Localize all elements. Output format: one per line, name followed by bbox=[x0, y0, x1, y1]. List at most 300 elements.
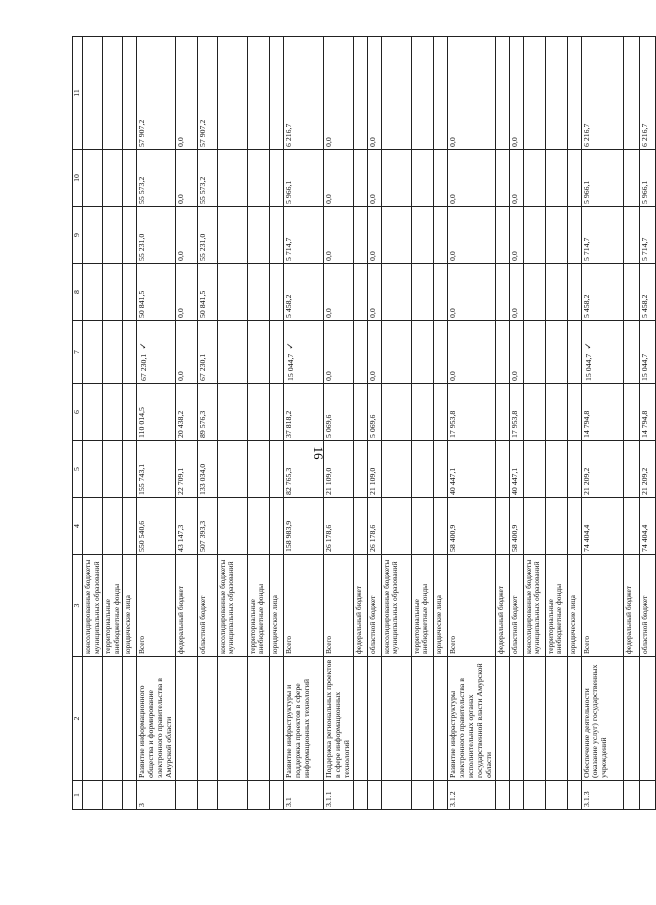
value-cell: 158 983,9 bbox=[283, 498, 323, 555]
table-row bbox=[175, 37, 197, 810]
value-cell bbox=[353, 441, 367, 498]
program-name-cell bbox=[381, 657, 411, 781]
rotated-table-container bbox=[72, 37, 649, 810]
value-cell bbox=[545, 321, 567, 384]
value-cell: 74 404,4 bbox=[581, 498, 623, 555]
value-cell bbox=[247, 150, 269, 207]
value-cell bbox=[217, 321, 247, 384]
program-name-cell bbox=[367, 657, 381, 781]
row-number-cell bbox=[545, 781, 567, 810]
value-cell: 0,0 bbox=[509, 207, 523, 264]
funding-source-cell: юридические лица bbox=[433, 555, 447, 657]
program-name-cell bbox=[197, 657, 217, 781]
value-cell bbox=[545, 207, 567, 264]
value-cell bbox=[567, 207, 581, 264]
row-number-cell bbox=[639, 781, 655, 810]
value-cell bbox=[269, 498, 283, 555]
value-cell: 58 400,9 bbox=[509, 498, 523, 555]
value-cell: 26 178,6 bbox=[367, 498, 381, 555]
value-cell bbox=[545, 384, 567, 441]
value-cell bbox=[381, 441, 411, 498]
value-cell bbox=[103, 207, 123, 264]
value-cell bbox=[83, 264, 103, 321]
table-row bbox=[447, 37, 495, 810]
column-header: 3 bbox=[73, 555, 83, 657]
program-name-cell bbox=[217, 657, 247, 781]
value-cell bbox=[247, 498, 269, 555]
value-cell: 5 458,2 bbox=[283, 264, 323, 321]
value-cell bbox=[247, 321, 269, 384]
value-cell: 5 714,7 bbox=[581, 207, 623, 264]
table-row bbox=[353, 37, 367, 810]
program-name-cell bbox=[269, 657, 283, 781]
value-cell bbox=[353, 384, 367, 441]
value-cell: 0,0 bbox=[175, 207, 197, 264]
value-cell: 5 714,7 bbox=[283, 207, 323, 264]
value-cell: 5 458,2 bbox=[581, 264, 623, 321]
value-cell bbox=[103, 321, 123, 384]
table-row bbox=[283, 37, 323, 810]
value-cell bbox=[247, 384, 269, 441]
value-cell bbox=[495, 264, 509, 321]
program-name-cell bbox=[545, 657, 567, 781]
handwritten-check-mark-icon: ✓ bbox=[284, 342, 295, 350]
program-name-cell: Развитие инфраструктуры электронного правительства в исполнительных органах государственной власти Амурской области bbox=[447, 657, 495, 781]
row-number-cell bbox=[495, 781, 509, 810]
column-header: 6 bbox=[73, 384, 83, 441]
value-cell bbox=[433, 37, 447, 150]
value-cell bbox=[433, 384, 447, 441]
value-cell bbox=[623, 441, 639, 498]
value-cell bbox=[269, 150, 283, 207]
value-cell bbox=[103, 384, 123, 441]
value-cell: 155 743,1 bbox=[137, 441, 176, 498]
value-cell bbox=[123, 441, 137, 498]
funding-source-cell: консолидированные бюджеты муниципальных образований bbox=[217, 555, 247, 657]
row-number-cell: 3.1 bbox=[283, 781, 323, 810]
program-name-cell bbox=[175, 657, 197, 781]
funding-source-cell: территориальные внебюджетные фонды bbox=[247, 555, 269, 657]
value-cell: 0,0 bbox=[367, 207, 381, 264]
value-cell bbox=[217, 498, 247, 555]
funding-source-cell: федеральный бюджет bbox=[623, 555, 639, 657]
program-name-cell: Развитие инфраструктуры и поддержка проектов в сфере информационных технологий bbox=[283, 657, 323, 781]
value-cell: 21 209,2 bbox=[581, 441, 623, 498]
funding-source-cell: Всего bbox=[283, 555, 323, 657]
value-cell bbox=[269, 321, 283, 384]
value-cell bbox=[411, 207, 433, 264]
value-cell: 21 109,0 bbox=[323, 441, 353, 498]
value-cell bbox=[83, 498, 103, 555]
program-name-cell bbox=[567, 657, 581, 781]
value-cell bbox=[411, 321, 433, 384]
value-cell: 26 178,6 bbox=[323, 498, 353, 555]
value-cell bbox=[381, 37, 411, 150]
value-cell bbox=[217, 264, 247, 321]
value-cell: 50 841,5 bbox=[197, 264, 217, 321]
program-name-cell bbox=[353, 657, 367, 781]
value-cell bbox=[103, 37, 123, 150]
column-header: 10 bbox=[73, 150, 83, 207]
value-cell bbox=[495, 441, 509, 498]
value-cell bbox=[217, 441, 247, 498]
value-cell bbox=[83, 150, 103, 207]
value-cell: 0,0 bbox=[175, 37, 197, 150]
row-number-cell: 3.1.3 bbox=[581, 781, 623, 810]
value-cell: 0,0 bbox=[323, 264, 353, 321]
column-header: 4 bbox=[73, 498, 83, 555]
row-number-cell bbox=[411, 781, 433, 810]
funding-source-cell: областной бюджет bbox=[197, 555, 217, 657]
value-cell bbox=[269, 384, 283, 441]
column-header: 8 bbox=[73, 264, 83, 321]
value-cell: 17 953,8 bbox=[509, 384, 523, 441]
program-name-cell bbox=[103, 657, 123, 781]
value-cell bbox=[523, 37, 545, 150]
value-cell bbox=[523, 264, 545, 321]
value-cell bbox=[623, 321, 639, 384]
value-cell bbox=[103, 441, 123, 498]
value-cell: 89 576,3 bbox=[197, 384, 217, 441]
value-cell bbox=[353, 150, 367, 207]
value-cell: 5 714,7 bbox=[639, 207, 655, 264]
program-name-cell bbox=[495, 657, 509, 781]
value-cell bbox=[103, 264, 123, 321]
value-cell: 20 438,2 bbox=[175, 384, 197, 441]
row-number-cell bbox=[197, 781, 217, 810]
funding-source-cell: Всего bbox=[581, 555, 623, 657]
value-cell: 133 034,0 bbox=[197, 441, 217, 498]
value-cell bbox=[353, 207, 367, 264]
value-cell: 0,0 bbox=[447, 321, 495, 384]
value-cell: 58 400,9 bbox=[447, 498, 495, 555]
value-cell bbox=[623, 37, 639, 150]
value-cell bbox=[567, 264, 581, 321]
value-cell bbox=[123, 207, 137, 264]
value-cell: 15 044,7✓ bbox=[283, 321, 323, 384]
value-cell: 507 393,3 bbox=[197, 498, 217, 555]
row-number-cell bbox=[567, 781, 581, 810]
value-cell bbox=[269, 207, 283, 264]
row-number-cell bbox=[367, 781, 381, 810]
funding-source-cell: областной бюджет bbox=[509, 555, 523, 657]
value-cell bbox=[523, 207, 545, 264]
value-cell: 15 044,7 bbox=[639, 321, 655, 384]
row-number-cell bbox=[123, 781, 137, 810]
funding-source-cell: юридические лица bbox=[567, 555, 581, 657]
value-cell bbox=[83, 441, 103, 498]
value-cell: 55 231,0 bbox=[137, 207, 176, 264]
row-number-cell bbox=[175, 781, 197, 810]
program-name-cell bbox=[433, 657, 447, 781]
value-cell bbox=[217, 384, 247, 441]
table-row bbox=[197, 37, 217, 810]
value-cell bbox=[433, 498, 447, 555]
row-number-cell bbox=[247, 781, 269, 810]
value-cell: 50 841,5 bbox=[137, 264, 176, 321]
value-cell: 550 540,6 bbox=[137, 498, 176, 555]
table-row bbox=[269, 37, 283, 810]
value-cell bbox=[217, 150, 247, 207]
value-cell bbox=[433, 264, 447, 321]
table-row bbox=[567, 37, 581, 810]
value-cell: 17 953,8 bbox=[447, 384, 495, 441]
value-cell bbox=[411, 37, 433, 150]
table-row bbox=[367, 37, 381, 810]
value-cell bbox=[523, 384, 545, 441]
row-number-cell bbox=[353, 781, 367, 810]
row-number-cell bbox=[433, 781, 447, 810]
column-header: 1 bbox=[73, 781, 83, 810]
value-cell bbox=[545, 498, 567, 555]
value-cell: 0,0 bbox=[447, 207, 495, 264]
funding-source-cell: территориальные внебюджетные фонды bbox=[103, 555, 123, 657]
value-cell: 55 231,0 bbox=[197, 207, 217, 264]
value-cell: 0,0 bbox=[323, 150, 353, 207]
table-row bbox=[411, 37, 433, 810]
value-cell bbox=[495, 321, 509, 384]
value-cell bbox=[623, 150, 639, 207]
value-cell: 21 209,2 bbox=[639, 441, 655, 498]
value-cell: 37 818,2 bbox=[283, 384, 323, 441]
value-cell: 22 709,1 bbox=[175, 441, 197, 498]
funding-source-cell: федеральный бюджет bbox=[175, 555, 197, 657]
value-cell bbox=[381, 321, 411, 384]
program-name-cell bbox=[509, 657, 523, 781]
value-cell bbox=[123, 37, 137, 150]
value-cell bbox=[495, 150, 509, 207]
program-name-cell: Обеспечение деятельности (оказание услуг) государственных учреждений bbox=[581, 657, 623, 781]
value-cell bbox=[411, 441, 433, 498]
funding-source-cell: областной бюджет bbox=[639, 555, 655, 657]
value-cell bbox=[433, 207, 447, 264]
value-cell bbox=[623, 207, 639, 264]
value-cell bbox=[411, 150, 433, 207]
value-cell bbox=[545, 150, 567, 207]
funding-source-cell: областной бюджет bbox=[367, 555, 381, 657]
table-row bbox=[495, 37, 509, 810]
value-cell bbox=[353, 321, 367, 384]
value-cell bbox=[411, 498, 433, 555]
value-cell bbox=[381, 264, 411, 321]
value-cell bbox=[567, 441, 581, 498]
value-cell bbox=[123, 264, 137, 321]
value-cell bbox=[247, 37, 269, 150]
value-cell: 0,0 bbox=[175, 150, 197, 207]
table-row bbox=[623, 37, 639, 810]
value-cell bbox=[433, 321, 447, 384]
value-cell bbox=[83, 37, 103, 150]
value-cell bbox=[523, 441, 545, 498]
row-number-cell bbox=[509, 781, 523, 810]
value-cell bbox=[495, 37, 509, 150]
value-cell bbox=[83, 384, 103, 441]
table-row bbox=[103, 37, 123, 810]
table-row bbox=[545, 37, 567, 810]
value-cell: 0,0 bbox=[509, 150, 523, 207]
value-cell bbox=[411, 264, 433, 321]
value-cell bbox=[567, 150, 581, 207]
value-cell: 0,0 bbox=[323, 207, 353, 264]
table-row bbox=[247, 37, 269, 810]
value-cell: 0,0 bbox=[447, 37, 495, 150]
row-number-cell: 3 bbox=[137, 781, 176, 810]
value-cell bbox=[411, 384, 433, 441]
value-cell bbox=[353, 37, 367, 150]
value-cell: 0,0 bbox=[367, 321, 381, 384]
value-cell: 67 230,1 bbox=[197, 321, 217, 384]
value-cell bbox=[269, 441, 283, 498]
funding-source-cell: территориальные внебюджетные фонды bbox=[545, 555, 567, 657]
value-cell bbox=[247, 264, 269, 321]
value-cell bbox=[123, 384, 137, 441]
value-cell bbox=[83, 207, 103, 264]
value-cell: 5 069,6 bbox=[323, 384, 353, 441]
value-cell bbox=[523, 150, 545, 207]
program-name-cell bbox=[639, 657, 655, 781]
value-cell: 6 216,7 bbox=[639, 37, 655, 150]
value-cell: 14 794,8 bbox=[639, 384, 655, 441]
program-name-cell: Развитие информационного общества и формирование электронного правительства в Амурской области bbox=[137, 657, 176, 781]
program-name-cell: Поддержка региональных проектов в сфере информационных технологий bbox=[323, 657, 353, 781]
value-cell bbox=[433, 150, 447, 207]
value-cell: 82 765,3 bbox=[283, 441, 323, 498]
funding-source-cell: юридические лица bbox=[269, 555, 283, 657]
value-cell bbox=[623, 264, 639, 321]
value-cell: 0,0 bbox=[509, 264, 523, 321]
value-cell bbox=[381, 207, 411, 264]
column-header: 2 bbox=[73, 657, 83, 781]
value-cell bbox=[269, 37, 283, 150]
row-number-cell bbox=[523, 781, 545, 810]
value-cell: 14 794,8 bbox=[581, 384, 623, 441]
value-cell: 40 447,1 bbox=[447, 441, 495, 498]
row-number-cell bbox=[381, 781, 411, 810]
handwritten-check-mark-icon: ✓ bbox=[138, 342, 149, 350]
funding-source-cell: Всего bbox=[137, 555, 176, 657]
value-cell: 57 907,2 bbox=[137, 37, 176, 150]
value-cell bbox=[495, 384, 509, 441]
value-cell: 40 447,1 bbox=[509, 441, 523, 498]
row-number-cell bbox=[623, 781, 639, 810]
column-header: 9 bbox=[73, 207, 83, 264]
value-cell bbox=[567, 37, 581, 150]
table-row bbox=[509, 37, 523, 810]
program-name-cell bbox=[83, 657, 103, 781]
value-cell bbox=[103, 498, 123, 555]
value-cell bbox=[523, 498, 545, 555]
column-header: 5 bbox=[73, 441, 83, 498]
funding-source-cell: Всего bbox=[447, 555, 495, 657]
value-cell: 0,0 bbox=[367, 150, 381, 207]
value-cell: 74 404,4 bbox=[639, 498, 655, 555]
value-cell: 55 573,2 bbox=[137, 150, 176, 207]
value-cell: 5 069,6 bbox=[367, 384, 381, 441]
program-name-cell bbox=[523, 657, 545, 781]
value-cell: 0,0 bbox=[323, 321, 353, 384]
value-cell bbox=[353, 264, 367, 321]
value-cell: 67 230,1✓ bbox=[137, 321, 176, 384]
value-cell: 6 216,7 bbox=[283, 37, 323, 150]
value-cell bbox=[545, 264, 567, 321]
value-cell bbox=[433, 441, 447, 498]
value-cell bbox=[545, 37, 567, 150]
value-cell bbox=[123, 321, 137, 384]
value-cell bbox=[123, 150, 137, 207]
value-cell bbox=[269, 264, 283, 321]
value-cell: 0,0 bbox=[509, 321, 523, 384]
value-cell bbox=[247, 207, 269, 264]
program-name-cell bbox=[247, 657, 269, 781]
row-number-cell bbox=[269, 781, 283, 810]
table-row bbox=[137, 37, 176, 810]
value-cell bbox=[495, 207, 509, 264]
value-cell: 0,0 bbox=[175, 264, 197, 321]
value-cell bbox=[217, 207, 247, 264]
table-row bbox=[323, 37, 353, 810]
table-row bbox=[83, 37, 103, 810]
funding-source-cell: федеральный бюджет bbox=[495, 555, 509, 657]
funding-source-cell: консолидированные бюджеты муниципальных образований bbox=[83, 555, 103, 657]
value-cell: 0,0 bbox=[175, 321, 197, 384]
value-cell bbox=[103, 150, 123, 207]
row-number-cell: 3.1.2 bbox=[447, 781, 495, 810]
row-number-cell: 3.1.1 bbox=[323, 781, 353, 810]
value-cell: 57 907,2 bbox=[197, 37, 217, 150]
value-cell: 5 966,1 bbox=[639, 150, 655, 207]
funding-source-cell: юридические лица bbox=[123, 555, 137, 657]
value-cell bbox=[381, 150, 411, 207]
column-header: 11 bbox=[73, 37, 83, 150]
value-cell: 15 044,7✓ bbox=[581, 321, 623, 384]
value-cell bbox=[247, 441, 269, 498]
value-cell: 0,0 bbox=[323, 37, 353, 150]
value-cell bbox=[623, 498, 639, 555]
budget-table bbox=[72, 36, 656, 810]
value-cell: 5 966,1 bbox=[581, 150, 623, 207]
funding-source-cell: территориальные внебюджетные фонды bbox=[411, 555, 433, 657]
header-row bbox=[73, 37, 83, 810]
funding-source-cell: Всего bbox=[323, 555, 353, 657]
value-cell bbox=[567, 384, 581, 441]
funding-source-cell: консолидированные бюджеты муниципальных образований bbox=[523, 555, 545, 657]
value-cell bbox=[523, 321, 545, 384]
row-number-cell bbox=[217, 781, 247, 810]
value-cell: 43 147,3 bbox=[175, 498, 197, 555]
value-cell bbox=[217, 37, 247, 150]
value-cell bbox=[623, 384, 639, 441]
value-cell: 6 216,7 bbox=[581, 37, 623, 150]
value-cell bbox=[381, 498, 411, 555]
value-cell bbox=[545, 441, 567, 498]
value-cell: 0,0 bbox=[367, 264, 381, 321]
column-header: 7 bbox=[73, 321, 83, 384]
table-row bbox=[433, 37, 447, 810]
value-cell bbox=[353, 498, 367, 555]
table-row bbox=[381, 37, 411, 810]
value-cell: 0,0 bbox=[367, 37, 381, 150]
table-row bbox=[523, 37, 545, 810]
value-cell: 5 458,2 bbox=[639, 264, 655, 321]
value-cell: 0,0 bbox=[509, 37, 523, 150]
table-row bbox=[123, 37, 137, 810]
table-row bbox=[581, 37, 623, 810]
program-name-cell bbox=[123, 657, 137, 781]
funding-source-cell: федеральный бюджет bbox=[353, 555, 367, 657]
value-cell bbox=[123, 498, 137, 555]
value-cell bbox=[83, 321, 103, 384]
value-cell: 21 109,0 bbox=[367, 441, 381, 498]
